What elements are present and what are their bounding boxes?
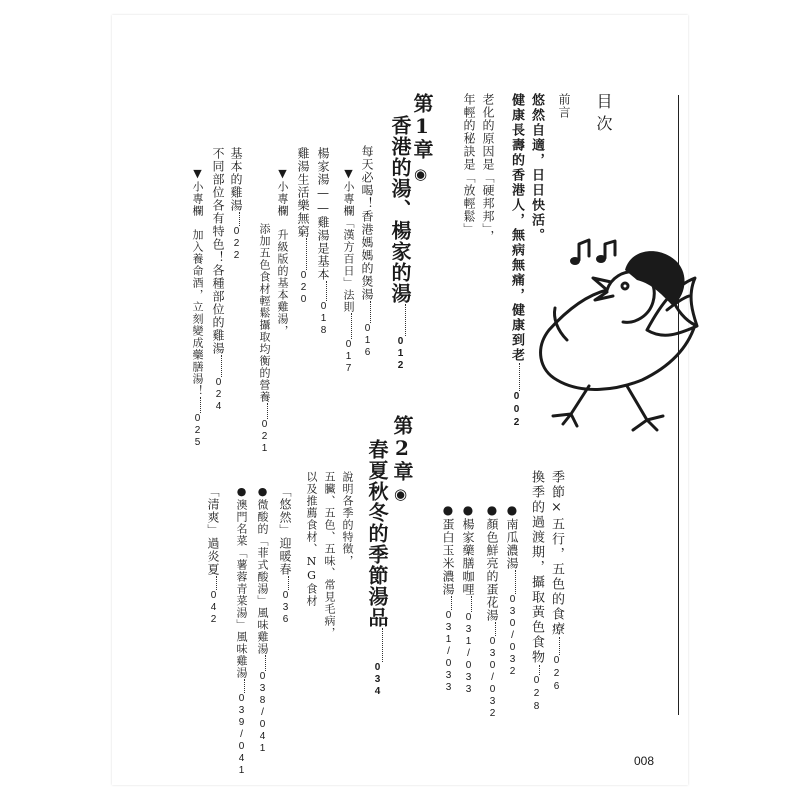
chapter1-number: 第1章 xyxy=(410,93,434,160)
ch2-entry-right-3[interactable]: ●南瓜濃湯030/032 xyxy=(505,503,519,678)
book-page xyxy=(112,15,688,785)
chapter1-title: 香港的湯、楊家的湯012 xyxy=(388,115,412,372)
preface-label: 前言 xyxy=(557,93,571,119)
ch1-entry-5[interactable]: ▼小專欄 升級版的基本雞湯， xyxy=(276,167,289,337)
ch1-entry-6[interactable]: 添加五色食材輕鬆攝取均衡的營養021 xyxy=(258,223,271,455)
ch2-entry-left-4[interactable]: 「清爽」過炎夏042 xyxy=(206,485,220,626)
toc-title: 目次 xyxy=(594,93,613,137)
ch1-entry-7[interactable]: 基本的雞湯022 xyxy=(229,147,243,262)
ch2-entry-right-2[interactable]: 換季的過渡期，攝取黃色食物028 xyxy=(529,470,544,714)
preface-line-4: 年輕的秘訣是「放輕鬆」 xyxy=(462,93,476,236)
ch2-entry-left-1[interactable]: 「悠然」迎暖春036 xyxy=(278,485,292,626)
ch2-entry-right-1[interactable]: 季節×五行，五色的食療026 xyxy=(549,470,564,694)
ch1-entry-4[interactable]: 雞湯生活樂無窮020 xyxy=(296,147,310,306)
chapter1-bullet-icon: ◉ xyxy=(414,165,428,183)
ch2-entry-right-4[interactable]: ●顏色鮮亮的蛋花湯030/032 xyxy=(485,503,499,720)
ch2-entry-right-6[interactable]: ●蛋白玉米濃湯031/033 xyxy=(441,503,455,694)
ch1-entry-1[interactable]: 每天必喝！香港媽媽的煲湯016 xyxy=(360,145,374,359)
ch2-desc-1: 說明各季的特徵， xyxy=(341,471,354,567)
music-note-icon xyxy=(579,240,589,260)
ch1-entry-3[interactable]: 楊家湯——雞湯是基本018 xyxy=(316,147,330,337)
preface-line-1: 悠然自適，日日快活。 xyxy=(529,93,544,243)
chapter2-bullet-icon: ◉ xyxy=(394,485,408,503)
preface-line-2: 健康長壽的香港人，無病無痛，健康到老002 xyxy=(509,93,524,430)
chapter2-number: 第2章 xyxy=(390,415,414,482)
ch1-entry-9[interactable]: ▼小專欄 加入養命酒，立刻變成藥膳湯！025 xyxy=(191,167,204,449)
ch2-entry-left-2[interactable]: ●微酸的「菲式酸湯」風味雞湯038/041 xyxy=(256,485,269,755)
music-note-icon xyxy=(605,241,615,258)
singing-chicken-illustration xyxy=(527,230,712,450)
ch2-desc-3: 以及推薦食材、NG食材 xyxy=(305,471,318,607)
preface-line-3: 老化的原因是「硬邦邦」， xyxy=(481,93,495,243)
chapter2-title: 春夏秋冬的季節湯品034 xyxy=(365,439,389,698)
ch2-desc-2: 五臟、五色、五味、常見毛病， xyxy=(323,471,336,639)
ch2-entry-left-3[interactable]: ●澳門名菜「薯蓉青菜湯」風味雞湯039/041 xyxy=(235,485,248,777)
ch1-entry-2[interactable]: ▼小專欄「漢方百日」法則017 xyxy=(342,167,355,375)
ch1-entry-8[interactable]: 不同部位各有特色！各種部位的雞湯024 xyxy=(211,147,225,413)
page-number: 008 xyxy=(634,754,655,768)
ch2-entry-right-5[interactable]: ●楊家藥膳咖哩031/033 xyxy=(461,503,475,696)
